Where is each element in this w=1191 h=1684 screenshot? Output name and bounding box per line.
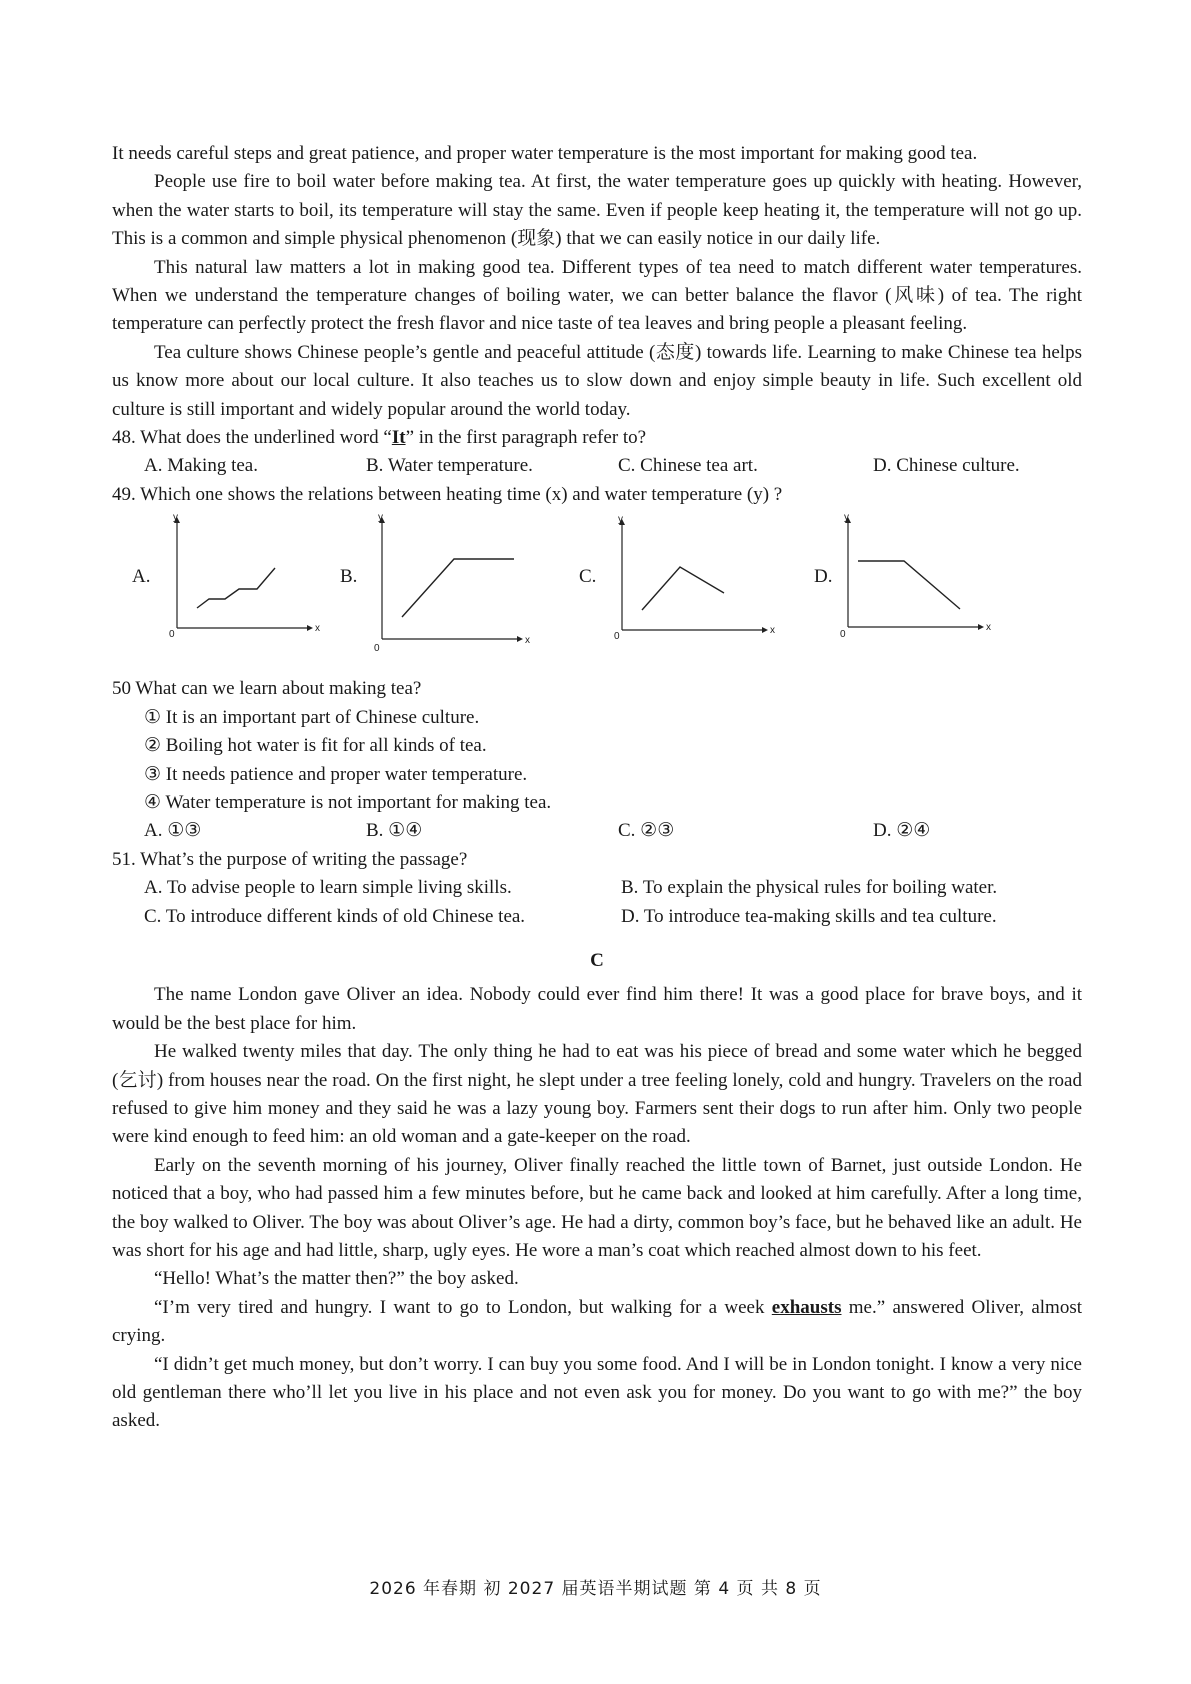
graph-b-origin: 0 (374, 643, 380, 655)
option-c[interactable]: C. Chinese tea art. (618, 455, 758, 477)
underlined-word: It (391, 427, 406, 449)
graph-c-curve (642, 567, 724, 610)
passage-c-paragraph-4: “Hello! What’s the matter then?” the boy asked. (154, 1268, 519, 1290)
statement-3: ③ It needs patience and proper water temperature. (144, 763, 528, 785)
graph-c-x-label: x (770, 625, 775, 637)
graph-d-y-label: y (844, 512, 849, 524)
question-51-options-row-2 (112, 903, 1082, 931)
option-c-label[interactable]: C. (579, 566, 597, 588)
question-50-stem: 50 What can we learn about making tea? (112, 678, 422, 700)
statement-1: ① It is an important part of Chinese culture. (144, 706, 480, 728)
option-d-label[interactable]: D. (814, 566, 833, 588)
option-c[interactable]: C. To introduce different kinds of old Chinese tea. (144, 905, 526, 927)
passage-c-paragraph-5: “I’m very tired and hungry. I want to go to London, but walking for a week exhausts me.” answered Oliver, almost crying. (112, 1296, 1082, 1347)
question-51-options-row-1 (112, 874, 1082, 902)
graph-d[interactable] (828, 513, 1003, 643)
question-50 (112, 675, 1082, 845)
graph-b-x-label: x (525, 635, 530, 647)
underlined-word-exhausts: exhausts (771, 1296, 842, 1318)
option-a[interactable]: A. To advise people to learn simple living skills. (144, 877, 512, 899)
passage-b-paragraph-4: Tea culture shows Chinese people’s gentle and peaceful attitude (态度) towards life. Learning to make Chinese tea helps us know more about our local culture. It also teaches us to slow down and enjoy simple beauty in life. Such excellent old culture is still important and widely popular around the world today. (112, 341, 1082, 420)
question-49-stem: 49. Which one shows the relations between heating time (x) and water temperature (y) ? (112, 483, 783, 505)
passage-b-paragraph-2: People use fire to boil water before making tea. At first, the water temperature goes up quickly with heating. However, when the water starts to boil, its temperature will stay the same. Even if people keep heating it, the temperature will not go up. This is a common and simple physical phenomenon (现象) that we can easily notice in our daily life. (112, 171, 1082, 250)
graph-a-y-label: y (173, 512, 178, 524)
option-b[interactable]: B. Water temperature. (366, 455, 533, 477)
graph-a-origin: 0 (169, 629, 175, 641)
question-51 (112, 846, 1082, 931)
statement-4: ④ Water temperature is not important for making tea. (144, 791, 552, 813)
option-a[interactable]: A. ①③ (144, 820, 202, 842)
option-b-label[interactable]: B. (340, 566, 358, 588)
option-c[interactable]: C. ②③ (618, 820, 675, 842)
passage-b-paragraph-1: It needs careful steps and great patience, and proper water temperature is the most important for making good tea. (112, 143, 978, 164)
question-48-options (112, 452, 1082, 480)
graph-d-curve (858, 561, 960, 609)
option-b[interactable]: B. ①④ (366, 820, 423, 842)
passage-c-paragraph-3: Early on the seventh morning of his journey, Oliver finally reached the little town of Barnet, just outside London. He noticed that a boy, who had passed him a few minutes before, but he came back and looked at him carefully. After a long time, the boy walked to Oliver. The boy was about Oliver’s age. He had a dirty, common boy’s face, but he behaved like an adult. He was short for his age and had little, sharp, ugly eyes. He wore a man’s coat which reached almost down to his feet. (112, 1154, 1082, 1261)
question-48 (112, 424, 1082, 481)
passage-c-paragraph-6: “I didn’t get much money, but don’t worry. I can buy you some food. And I will be in London tonight. I know a very nice old gentleman there who’ll let you live in his place and not even ask you for money. Do you want to go with me?” the boy asked. (112, 1353, 1082, 1432)
graph-d-x-label: x (986, 622, 991, 634)
question-49-graphs (112, 513, 1082, 673)
graph-a-x-label: x (315, 623, 320, 635)
graph-a-curve (197, 568, 275, 608)
graph-a-x-arrow (307, 625, 313, 631)
statement-2: ② Boiling hot water is fit for all kinds of tea. (144, 735, 487, 757)
passage-c-paragraph-2: He walked twenty miles that day. The only thing he had to eat was his piece of bread and some water which he begged (乞讨) from houses near the road. On the first night, he slept under a tree feeling lonely, cold and hungry. Travelers on the road refused to give him money and they said he was a lazy young boy. Farmers sent their dogs to run after him. Only two people were kind enough to feed him: an old woman and a gate-keeper on the road. (112, 1041, 1082, 1148)
graph-d-origin: 0 (840, 629, 846, 641)
graph-b[interactable] (362, 513, 532, 653)
option-a-label[interactable]: A. (132, 566, 151, 588)
graph-d-x-arrow (978, 624, 984, 630)
graph-c-y-label: y (618, 514, 623, 526)
passage-b-paragraph-3: This natural law matters a lot in making good tea. Different types of tea need to match different water temperatures. When we understand the temperature changes of boiling water, we can better balance the flavor (风味) of tea. The right temperature can perfectly protect the fresh flavor and nice taste of tea leaves and bring people a pleasant feeling. (112, 256, 1082, 335)
option-d[interactable]: D. Chinese culture. (873, 455, 1020, 477)
graph-a[interactable] (157, 512, 320, 641)
graph-c-x-arrow (762, 627, 768, 633)
page-footer: 2026 年春期 初 2027 届英语半期试题 第 4 页 共 8 页 (369, 1579, 822, 1599)
graph-b-curve (402, 559, 514, 617)
option-a[interactable]: A. Making tea. (144, 455, 258, 477)
question-51-stem: 51. What’s the purpose of writing the passage? (112, 848, 468, 870)
section-heading-c: C (590, 949, 604, 971)
graph-c[interactable] (602, 513, 782, 643)
question-49 (112, 481, 1082, 673)
question-48-stem: 48. What does the underlined word “It” in the first paragraph refer to? (112, 427, 647, 449)
graph-b-x-arrow (517, 636, 523, 642)
passage-c-paragraph-1: The name London gave Oliver an idea. Nobody could ever find him there! It was a good place for brave boys, and it would be the best place for him. (112, 984, 1082, 1034)
exam-page (112, 140, 1082, 1436)
option-d[interactable]: D. ②④ (873, 820, 931, 842)
question-50-options (112, 817, 1082, 845)
graph-b-y-label: y (378, 512, 383, 524)
option-b[interactable]: B. To explain the physical rules for boiling water. (621, 877, 998, 899)
graph-c-origin: 0 (614, 631, 620, 643)
option-d[interactable]: D. To introduce tea-making skills and tea culture. (621, 905, 997, 927)
